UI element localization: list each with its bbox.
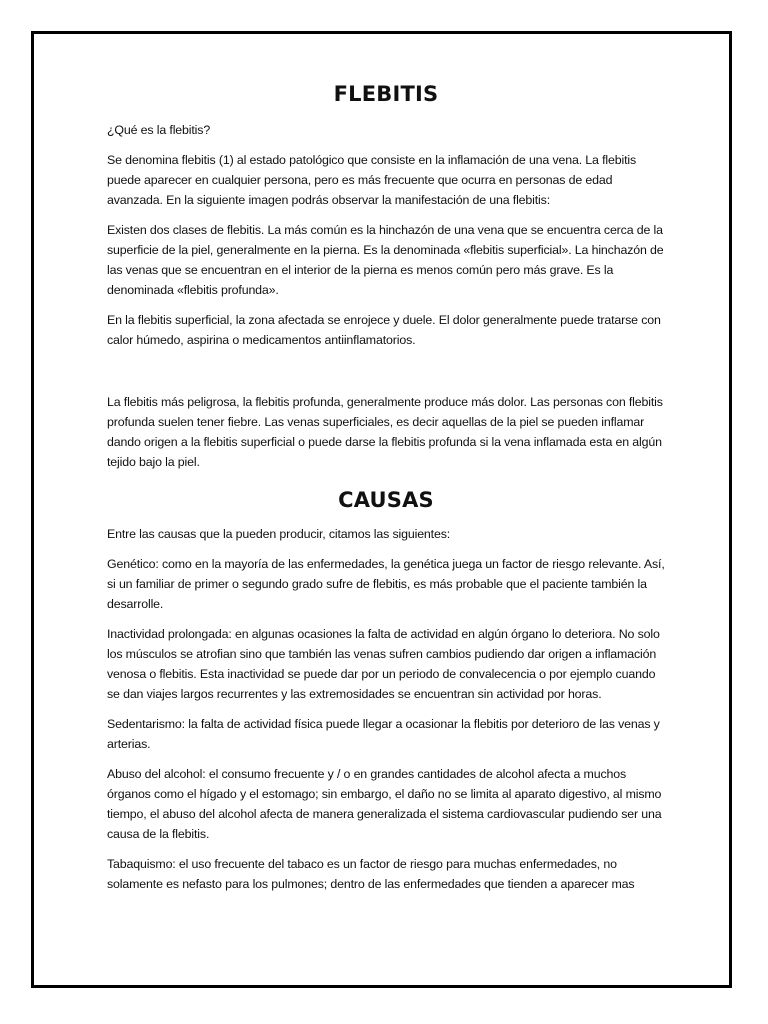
paragraph-genetico: Genético: como en la mayoría de las enfermedades, la genética juega un factor de riesgo relevante. Así, si un familiar de primer o segundo grado sufre de flebitis, es más probable que el paciente también la desarrolle. — [107, 557, 665, 611]
paragraph-causas-intro: Entre las causas que la pueden producir, citamos las siguientes: — [107, 527, 451, 541]
paragraph-types: Existen dos clases de flebitis. La más común es la hinchazón de una vena que se encuentra cerca de la superficie de la piel, generalmente en la pierna. Es la denominada «flebitis superficial». La hinchazón de las venas que se encuentran en el interior de la pierna es menos común pero más grave. Es la denominada «flebitis profunda». — [107, 223, 664, 297]
paragraph-profunda: La flebitis más peligrosa, la flebitis profunda, generalmente produce más dolor. Las personas con flebitis profunda suelen tener fiebre. Las venas superficiales, es decir aquellas de la piel se pueden inflamar dando origen a la flebitis superficial o puede darse la flebitis profunda si la vena inflamada esta en algún tejido bajo la piel. — [107, 395, 663, 469]
page-title: FLEBITIS — [333, 82, 439, 106]
paragraph-alcohol: Abuso del alcohol: el consumo frecuente y / o en grandes cantidades de alcohol afecta a muchos órganos como el hígado y el estomago; sin embargo, el daño no se limita al aparato digestivo, al mismo tiempo, el abuso del alcohol afecta de manera generalizada el sistema cardiovascular pudiendo ser una causa de la flebitis. — [107, 767, 662, 841]
paragraph-inactividad: Inactividad prolongada: en algunas ocasiones la falta de actividad en algún órgano lo deteriora. No solo los músculos se atrofian sino que también las venas sufren cambios pudiendo dar origen a inflamación venosa o flebitis. Esta inactividad se puede dar por un periodo de convalecencia o por ejemplo cuando se dan viajes largos recurrentes y las extremosidades se encuentran sin actividad por horas. — [107, 627, 660, 701]
section-title-causas: CAUSAS — [338, 488, 434, 512]
document-page — [31, 31, 732, 988]
intro-question: ¿Qué es la flebitis? — [107, 123, 211, 137]
document-content — [107, 80, 665, 904]
paragraph-definition: Se denomina flebitis (1) al estado patológico que consiste en la inflamación de una vena. La flebitis puede aparecer en cualquier persona, pero es más frecuente que ocurra en personas de edad avanzada. En la siguiente imagen podrás observar la manifestación de una flebitis: — [107, 153, 637, 207]
paragraph-superficial: En la flebitis superficial, la zona afectada se enrojece y duele. El dolor generalmente puede tratarse con calor húmedo, aspirina o medicamentos antiinflamatorios. — [107, 313, 661, 347]
paragraph-tabaquismo: Tabaquismo: el uso frecuente del tabaco es un factor de riesgo para muchas enfermedades, no solamente es nefasto para los pulmones; dentro de las enfermedades que tienden a aparecer mas — [107, 857, 635, 891]
paragraph-sedentarismo: Sedentarismo: la falta de actividad física puede llegar a ocasionar la flebitis por deterioro de las venas y arterias. — [107, 717, 660, 751]
